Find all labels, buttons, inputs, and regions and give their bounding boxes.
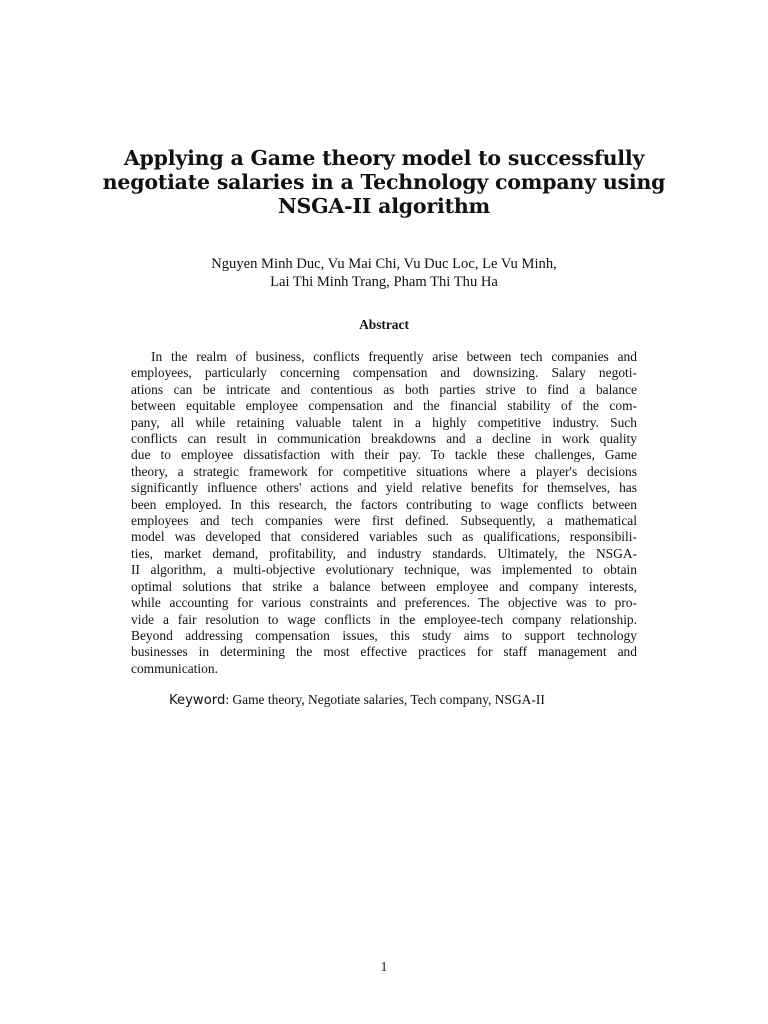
abstract-line: businesses in determining the most effective practices for staff management and: [131, 644, 637, 660]
abstract-line: between equitable employee compensation and the financial stability of the com-: [131, 398, 637, 414]
paper-title: [100, 146, 668, 218]
abstract-line: vide a fair resolution to wage conflicts in the employee-tech company relationship.: [131, 611, 637, 627]
keyword-label: Keyword: [169, 693, 226, 708]
keyword-values: : Game theory, Negotiate salaries, Tech company, NSGA-II: [225, 692, 545, 707]
abstract-heading: Abstract: [359, 317, 409, 332]
abstract-line: theory, a strategic framework for competitive situations where a player's decisions: [131, 463, 637, 479]
abstract-line: communication.: [131, 660, 218, 676]
author-line: Nguyen Minh Duc, Vu Mai Chi, Vu Duc Loc, Le Vu Minh,: [211, 256, 557, 272]
abstract-body: [131, 349, 637, 677]
abstract-line: conflicts can result in communication breakdowns and a decline in work quality: [131, 431, 637, 447]
abstract-line: Beyond addressing compensation issues, this study aims to support technology: [131, 627, 637, 643]
title-line: NSGA-II algorithm: [277, 194, 491, 218]
abstract-line: model was developed that considered variables such as qualifications, responsibili-: [131, 529, 637, 545]
abstract-line: significantly influence others' actions and yield relative benefits for themselves, has: [131, 480, 637, 496]
page-number: 1: [380, 959, 388, 974]
abstract-line: pany, all while retaining valuable talent in a highly competitive industry. Such: [131, 414, 637, 430]
abstract-line: while accounting for various constraints and preferences. The objective was to pro-: [131, 595, 637, 611]
abstract-line: optimal solutions that strike a balance between employee and company interests,: [131, 578, 637, 594]
keywords-line: [169, 691, 545, 710]
abstract-line: been employed. In this research, the factors contributing to wage conflicts between: [131, 496, 637, 512]
abstract-line: due to employee dissatisfaction with their pay. To tackle these challenges, Game: [131, 447, 637, 463]
author-list: [100, 255, 668, 291]
abstract-line: In the realm of business, conflicts frequently arise between tech companies and: [151, 349, 637, 364]
abstract-line: employees, particularly concerning compensation and downsizing. Salary negoti-: [131, 365, 637, 381]
title-line: negotiate salaries in a Technology company using: [102, 170, 666, 194]
author-line: Lai Thi Minh Trang, Pham Thi Thu Ha: [270, 274, 498, 290]
abstract-line: II algorithm, a multi-objective evolutionary technique, was implemented to obtain: [131, 562, 637, 578]
title-line: Applying a Game theory model to successfully: [123, 146, 645, 170]
abstract-line: ations can be intricate and contentious as both parties strive to find a balance: [131, 381, 637, 397]
abstract-line: ties, market demand, profitability, and industry standards. Ultimately, the NSGA-: [131, 545, 637, 561]
abstract-line: employees and tech companies were first defined. Subsequently, a mathematical: [131, 513, 637, 529]
